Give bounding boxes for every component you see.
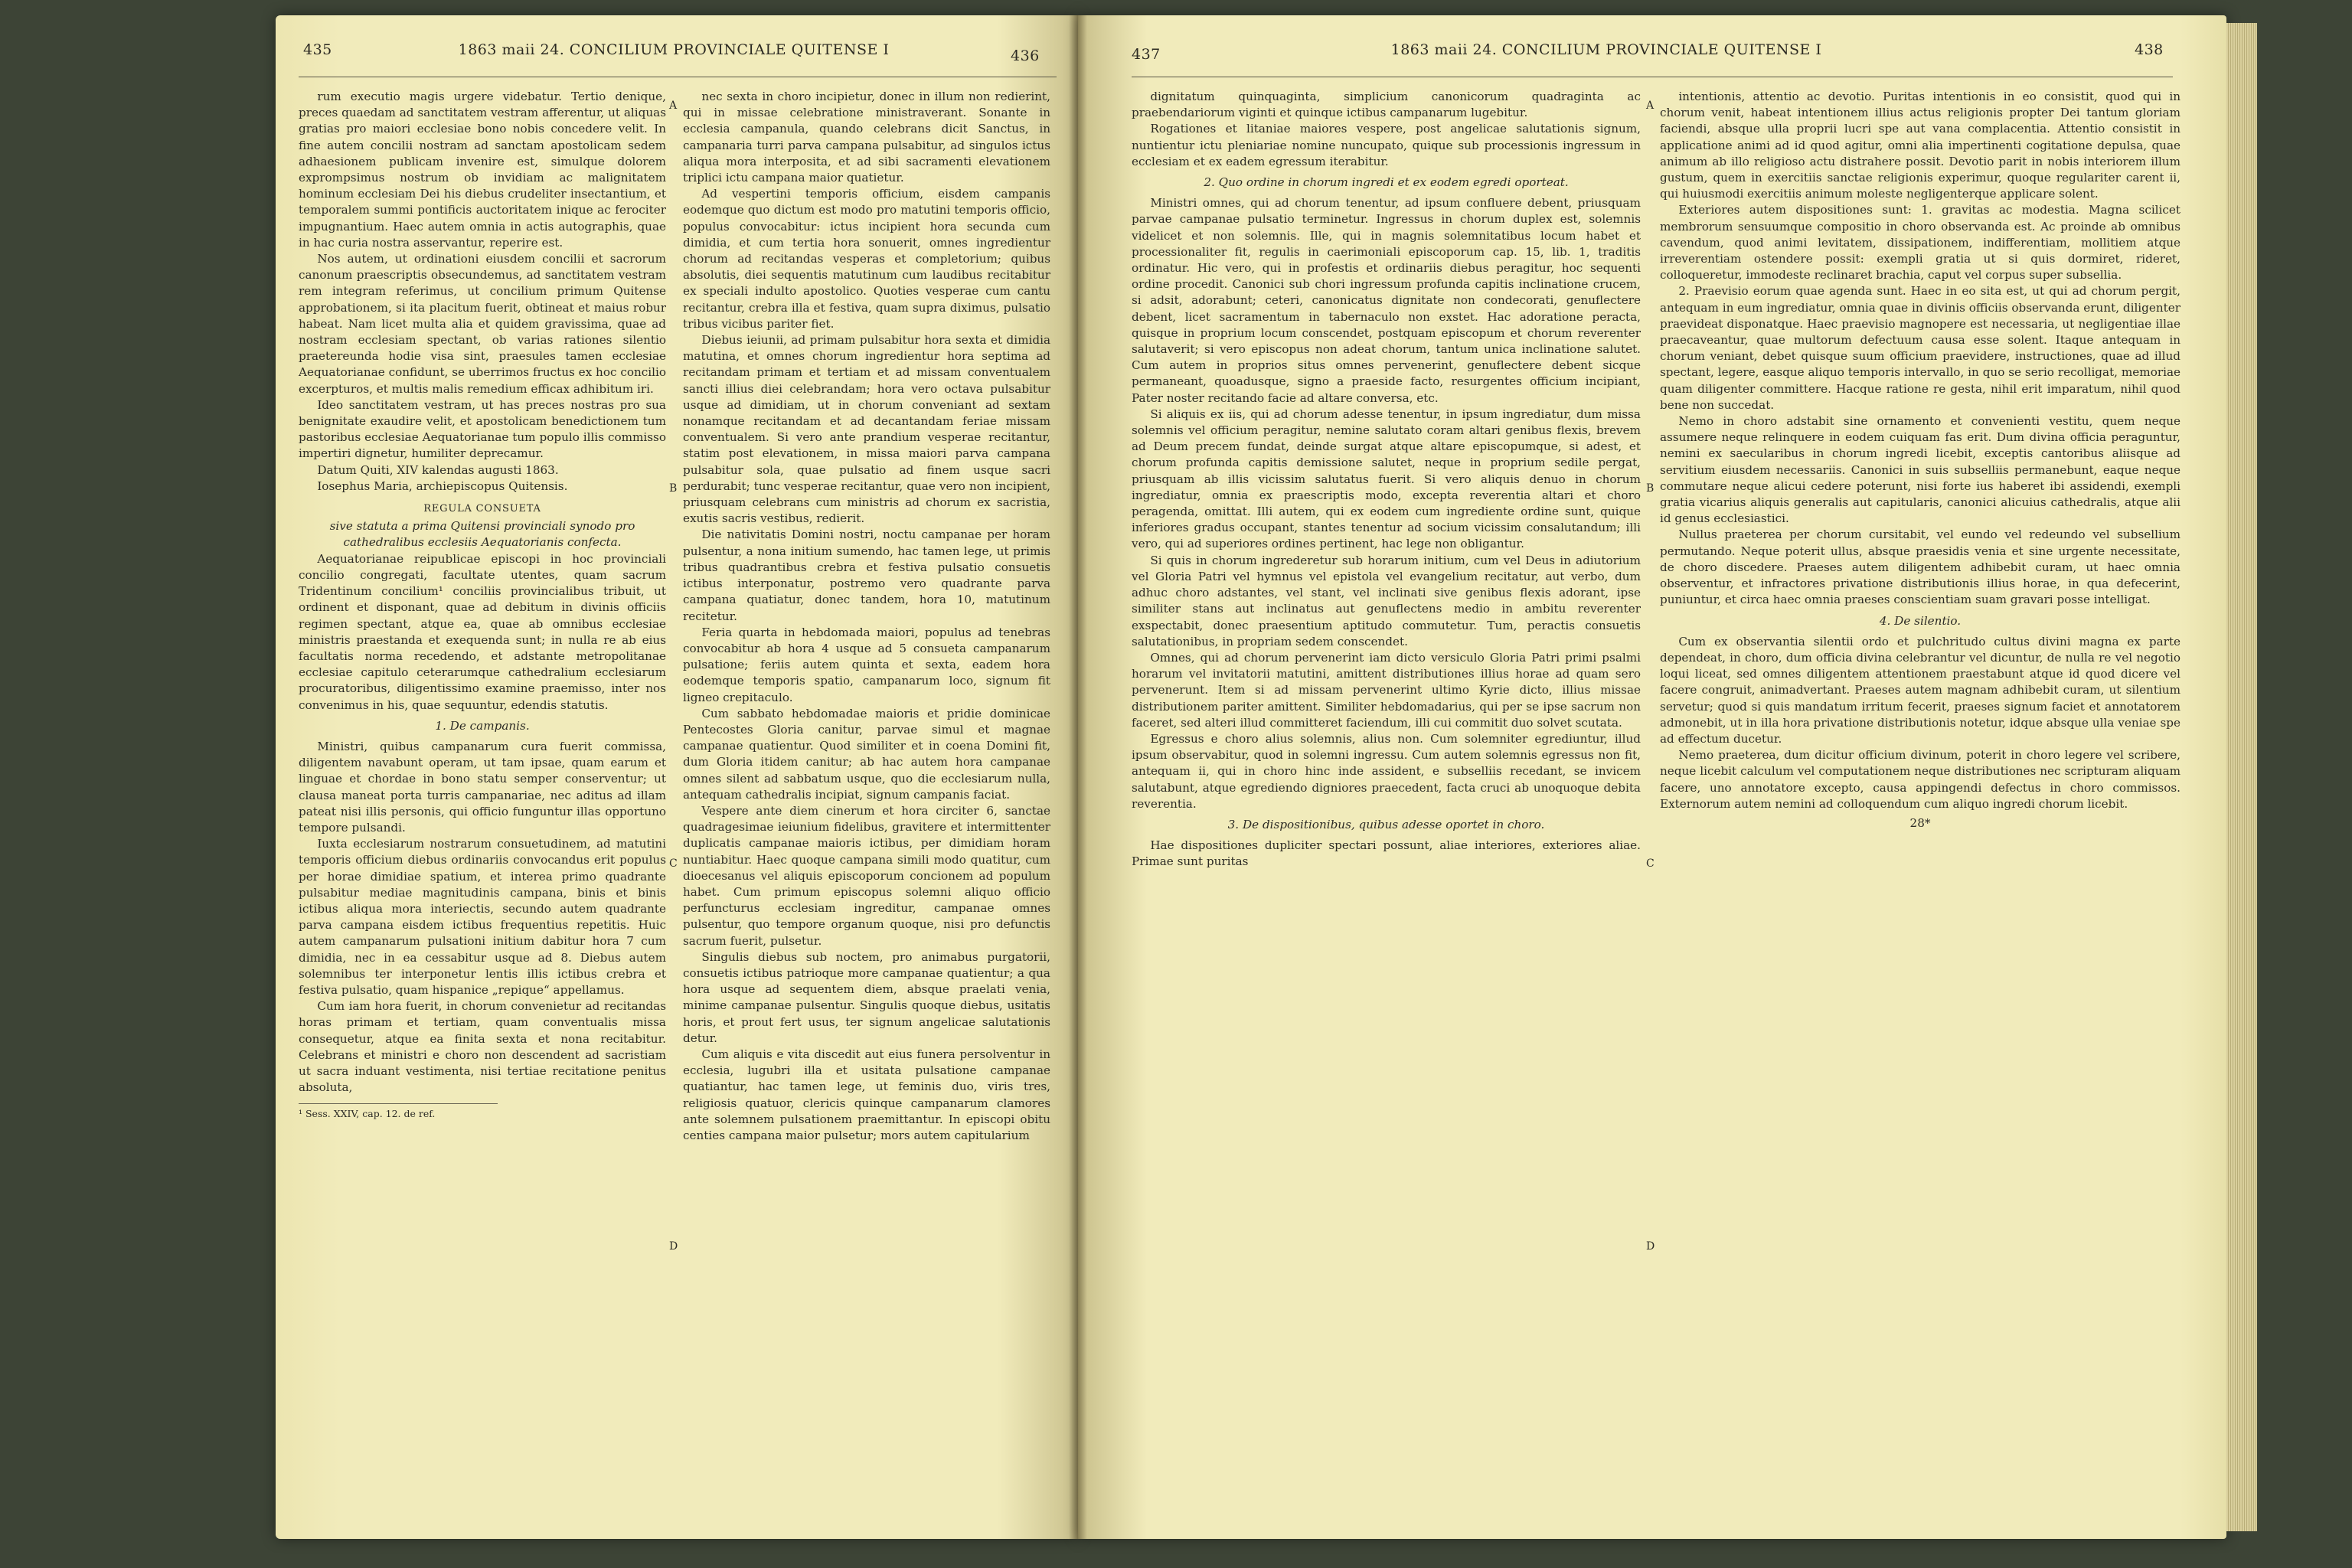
margin-marker-c: C xyxy=(1646,858,1655,870)
running-title-right: 1863 maii 24. CONCILIUM PROVINCIALE QUITENSE I xyxy=(1390,41,1822,58)
paragraph: Rogationes et litaniae maiores vespere, post angelicae salutationis signum, nuntientur ictu pleniariae nomine nuncupato, quique sub processionis ingressum in ecclesiam et ex eadem egressum iterabitur. xyxy=(1132,122,1641,168)
margin-marker-b: B xyxy=(669,482,678,495)
paragraph: Vespere ante diem cinerum et hora circiter 6, sanctae quadragesimae ieiunium fidelibus, gravitere et intermittenter duplicatis campanae maioris ictibus, per dimidiam horam nuntiabitur. Haec quoque campana simili modo quatitur, cum dioecesanus vel aliquis episcoporum concionem ad populum habet. Cum primum episcopus solemni aliquo officio perfuncturus ecclesiam ingreditur, campanae omnes pulsentur, quo tempore organum quoque, nisi pro defunctis sacrum fuerit, pulsetur. xyxy=(683,803,1050,948)
paragraph: Die nativitatis Domini nostri, noctu campanae per horam pulsentur, a nona initium sumendo, hac tamen lege, ut primis tribus quadrantibus crebra et festiva pulsatio consuetis ictibus interponatur, postremo vero quadrante parva campana quatiatur, donec tandem, hora 10, matutinum recitetur. xyxy=(683,528,1050,623)
paragraph: Cum iam hora fuerit, in chorum convenietur ad recitandas horas primam et tertiam, quam conventualis missa consequetur, atque ea finita sexta et nona recitabitur. Celebrans et ministri e choro non descendent ad sacristiam ut sacra induant vestimenta, nisi tertiae recitatione penitus absoluta, xyxy=(299,999,666,1095)
paragraph: Si aliquis ex iis, qui ad chorum adesse tenentur, in ipsum ingrediatur, dum missa solemnis vel officium peragitur, nemine salutato coram altari genibus flexis, brevem ad Deum precem fundat, deinde surgat atque altare episcopumque, si adest, et chorum profunda capitis demissione salutet, neque in proprium sedile pergat, priusquam ab illis vicissim salutatus fuerit. Si vero aliquis denuo in chorum ingrediatur, omnia ex praescriptis modo, excepta reverentia altari et choro peragenda, omittat. Illi autem, qui ex eodem cum ingrediente ordine sunt, quique inferiores gradus occupant, stantes tenentur ad socium vicissim consalutandum; illi vero, qui ad superiores ordines pertinent, hac lege non obligantur. xyxy=(1132,407,1641,551)
book-gutter xyxy=(1069,15,1087,1539)
signature-mark: 28* xyxy=(1909,815,1931,830)
paragraph: Ideo sanctitatem vestram, ut has preces nostras pro sua benignitate exaudire velit, et apostolicam benedictionem tum pastoribus ecclesiae Aequatorianae tum populo illis commisso impertiri dignetur, humiliter deprecamur. xyxy=(299,397,666,461)
paragraph: Singulis diebus sub noctem, pro animabus purgatorii, consuetis ictibus patrioque more campanae quatientur; a qua hora usque ad sequentem diem, absque praelati venia, minime campanae pulsentur. Singulis quoque diebus, usitatis horis, et prout fert usus, ter signum angelicae salutationis detur. xyxy=(683,949,1050,1045)
subsection-heading: 4. De silentio. xyxy=(1879,613,1962,628)
page-number-438: 438 xyxy=(2135,41,2164,58)
paragraph: Ad vespertini temporis officium, eisdem campanis eodemque quo dictum est modo pro matutini temporis officio, populus convocabitur: ictus incipient hora secunda cum dimidia, et cum tertia hora sonuerit, omnes ingredientur chorum ad recitandas vesperas et completorium; quibus absolutis, diei sequentis matutinum cum laudibus recitabitur ex speciali indulto apostolico. Quoties vesperae cum cantu recitantur, crebra illa et festiva, quam supra diximus, pulsatio tribus vicibus pariter fiet. xyxy=(683,187,1050,331)
footnote: ¹ Sess. XXIV, cap. 12. de ref. xyxy=(299,1103,498,1122)
running-title-left: 1863 maii 24. CONCILIUM PROVINCIALE QUITENSE I xyxy=(458,41,890,58)
right-page-column-2 xyxy=(1660,89,2180,835)
subsection-heading: 3. De dispositionibus, quibus adesse oportet in choro. xyxy=(1227,817,1545,831)
paragraph: Aequatorianae reipublicae episcopi in hoc provinciali concilio congregati, facultate utentes, quam sacrum Tridentinum concilium¹ conciliis provincialibus tribuit, ut ordinent et disponant, quae ad debitum in divinis officiis regimen spectant, atque ea, quae ab omnibus ecclesiae ministris praestanda et exequenda sunt; in nulla re ab eius facultatis norma recedendo, et adstante metropolitanae ecclesiae capitulo ceterarumque cathedralium ecclesiarum procuratoribus, diligentissimo examine praemisso, inter nos convenimus in his, quae sequuntur, edendis statutis. xyxy=(299,551,666,712)
right-page-header xyxy=(1078,41,2226,64)
margin-marker-a: A xyxy=(669,100,678,112)
margin-marker-d: D xyxy=(1646,1240,1655,1253)
left-page-column-1 xyxy=(299,89,666,1122)
paragraph: Cum sabbato hebdomadae maioris et pridie dominicae Pentecostes Gloria canitur, parvae simul et magnae campanae quatientur. Quod similiter et in coena Domini fit, dum Gloria itidem canitur; ab hac autem hora campanae omnes silent ad sabbatum usque, quo die ecclesiarum nulla, antequam cathedralis incipiat, signum campanis faciat. xyxy=(683,706,1050,802)
paragraph: Nemo praeterea, dum dicitur officium divinum, poterit in choro legere vel scribere, neque licebit calculum vel computationem neque distributiones nec scripturam aliquam facere, uno annotatore excepto, causa appingendi defectus in choro commissos. Externorum autem nemini ad colloquendum cum aliquo ingredi chorum licebit. xyxy=(1660,748,2180,811)
paragraph: Omnes, qui ad chorum pervenerint iam dicto versiculo Gloria Patri primi psalmi horarum vel invitatorii matutini, amittent distributiones illius horae ad quam sero pervenerunt. Item si ad missam pervenerint ultimo Kyrie dicto, illius missae distributionem pariter amittent. Similiter hebdomadarius, qui per se ipse sacrum non faceret, sed alteri illud committeret faciendum, illi cui commitit duo solvet scutata. xyxy=(1132,650,1641,730)
subsection-heading: 2. Quo ordine in chorum ingredi et ex eodem egredi oporteat. xyxy=(1204,175,1569,190)
margin-marker-c: C xyxy=(669,858,678,870)
margin-marker-a: A xyxy=(1646,100,1655,112)
right-page xyxy=(1078,15,2226,1539)
paragraph: nec sexta in choro incipietur, donec in illum non redierint, qui in missae celebratione ministraverant. Sonante in ecclesia campanula, quando celebrans dicit Sanctus, in campanaria turri parva campana pulsabitur, ad singulos ictus aliqua mora interposita, et ad sibi sacramenti elevationem triplici ictu campana maior quatietur. xyxy=(683,90,1050,185)
paragraph: Egressus e choro alius solemnis, alius non. Cum solemniter egrediuntur, illud ipsum observabitur, quod in solemni ingressu. Cum autem solemnis egressus non fit, antequam ii, qui in choro hinc inde assident, e subselliis recedant, se invicem salutabunt, atque egrediendo digniores praecedent, facta cruci ab unoquoque debita reverentia. xyxy=(1132,731,1641,811)
paragraph: Nos autem, ut ordinationi eiusdem concilii et sacrorum canonum praescriptis obsecundemus, ad sanctitatem vestram rem integram referimus, ut concilium primum Quitense approbationem, si ita placitum fuerit, obtineat et maius robur habeat. Nam licet multa alia et quidem gravissima, quae ad nostram ecclesiam spectant, ob varias rationes silentio praetereunda hodie visa sint, praesules tamen ecclesiae Aequatorianae confidunt, se uberrimos fructus ex hoc concilio excerpturos, et multis malis remedium efficax adhibitum iri. xyxy=(299,252,666,396)
page-number-437: 437 xyxy=(1132,46,1161,63)
left-page xyxy=(276,15,1078,1539)
paragraph: Cum aliquis e vita discedit aut eius funera persolventur in ecclesia, lugubri illa et usitata pulsatione campanae quatiantur, hac tamen lege, ut feminis duo, viris tres, religiosis quatuor, clericis quinque campanarum clamores ante solemnem pulsationem praemittantur. In episcopi obitu centies campana maior pulsetur; mors autem capitularium xyxy=(683,1047,1050,1142)
page-edges xyxy=(2226,23,2257,1531)
paragraph: 2. Praevisio eorum quae agenda sunt. Haec in eo sita est, ut qui ad chorum pergit, antequam in eum ingrediatur, omnia quae in divinis officiis observanda erunt, diligenter praevideat disponatque. Haec praevisio magnopere est necessaria, ut negligentiae illae praecaveantur, quae multorum defectuum causa esse solent. Itaque antequam in chorum veniant, debet quisque suum officium praevidere, instructiones, quae ad illud spectant, legere, easque aliquo temporis intervallo, in quo se serio recolligat, memoriae quam diligenter committere. Hacque ratione re gesta, nihil erit imparatum, nihil quod bene non succedat. xyxy=(1660,284,2181,412)
left-page-header xyxy=(276,41,1078,64)
page-number-435: 435 xyxy=(303,41,332,58)
paragraph: Iuxta ecclesiarum nostrarum consuetudinem, ad matutini temporis officium diebus ordinariis convocandus erit populus per horae dimidiae spatium, et interea primo quadrante pulsabitur mediae magnitudinis campana, binis et binis ictibus aliqua mora interiectis, secundo autem quadrante parva campana eisdem ictibus frequentius repetitis. Huic autem campanarum pulsationi initium dabitur hora 7 cum dimidia, nec in ea cessabitur usque ad 8. Diebus autem solemnibus ter interponetur lentis illis ictibus crebra et festiva pulsatio, quam hispanice „repique“ appellamus. xyxy=(299,837,666,997)
right-page-column-1 xyxy=(1132,89,1641,871)
paragraph: rum executio magis urgere videbatur. Tertio denique, preces quaedam ad sanctitatem vestram afferentur, ut aliquas gratias pro maiori ecclesiae bono nobis concedere velit. In fine autem concilii nostram ad sanctam apostolicam sedem adhaesionem publicam invenire est, simulque dolorem exprompsimus nostrum ob invidiam ac malignitatem hominum ecclesiam Dei his diebus crudeliter insectantium, et temporalem summi pontificis auctoritatem inique ac ferociter impugnantium. Haec autem omnia in actis autographis, quae in hac curia nostra asservantur, reperire est. xyxy=(299,90,666,250)
margin-marker-d: D xyxy=(669,1240,678,1253)
paragraph: Cum ex observantia silentii ordo et pulchritudo cultus divini magna ex parte dependeat, in choro, dum officia divina celebrantur vel dicuntur, de nulla re vel negotio loqui liceat, sed omnes diligentem attentionem praestabunt atque id quod dicere vel facere congruit, animadvertant. Praeses autem magnam adhibebit curam, ut silentium servetur; quod si quis mandatum irritum fecerit, praeses signum faciet et annotatorem admonebit, ut in illa hora privatione distributionis notetur, idque absque ulla veniae spe ad effectum ducetur. xyxy=(1660,634,2180,746)
paragraph: intentionis, attentio ac devotio. Puritas intentionis in eo consistit, quod qui in chorum venit, habeat intentionem illius actus religionis propter Dei tantum gloriam faciendi, absque ulla proprii lucri spe aut vana complacentia. Attentio consistit in applicatione animi ad id quod agitur, omni alia impertinenti cogitatione depulsa, quae animum ab illo religioso actu distrahere possit. Devotio parit in nobis interiorem illum gustum, quem in exercitiis sanctae religionis experimur, quoque regulariter carent ii, qui huiusmodi exercitiis animum moleste negligenterque applicare solent. xyxy=(1660,90,2180,201)
signature: Iosephus Maria, archiepiscopus Quitensis. xyxy=(317,479,568,493)
paragraph: Feria quarta in hebdomada maiori, populus ad tenebras convocabitur ab hora 4 usque ad 5 consueta campanarum pulsatione; feriis autem quinta et sexta, eadem hora eodemque temporis spatio, campanarum loco, signum fit ligneo crepitaculo. xyxy=(683,625,1050,704)
margin-marker-b: B xyxy=(1646,482,1655,495)
paragraph: Exteriores autem dispositiones sunt: 1. gravitas ac modestia. Magna scilicet membrorum sensuumque compositio in choro observanda est. Ac proinde ab omnibus cavendum, quod animi levitatem, dissipationem, indifferentiam, mollitiem atque irreverentiam ostendere possit: exempli gratia ut si quis dormiret, rideret, colloqueretur, immodeste reclinaret brachia, caput vel corpus super subsellia. xyxy=(1660,203,2180,283)
dateline: Datum Quiti, XIV kalendas augusti 1863. xyxy=(317,462,559,477)
paragraph: dignitatum quinquaginta, simplicium canonicorum quadraginta ac praebendariorum viginti et quinque ictibus campanarum lugebitur. xyxy=(1132,90,1641,120)
section-subtitle: sive statuta a prima Quitensi provinciali synodo pro cathedralibus ecclesiis Aequatorianis confecta. xyxy=(329,519,635,550)
paragraph: Ministri, quibus campanarum cura fuerit commissa, diligentem navabunt operam, ut tam ipsae, quam earum et linguae et chordae in bono statu semper conserventur; ut clausa maneat porta turris campanariae, nec aditus ad illam pateat nisi illis personis, qui officio funguntur illas opportuno tempore pulsandi. xyxy=(299,739,666,835)
paragraph: Ministri omnes, qui ad chorum tenentur, ad ipsum confluere debent, priusquam parvae campanae pulsatio terminetur. Ingressus in chorum duplex est, solemnis videlicet et non solemnis. Ille, qui in magnis solemnitatibus locum habet et processionaliter fit, regulis in caerimoniali episcoporum cap. 15, lib. 1, traditis ordinatur. Hic vero, qui in profestis et ordinariis diebus peragitur, hoc sequenti ordine procedit. Canonici sub chori ingressum profunda capitis inclinatione crucem, si adsit, adorabunt; ceteri, canonicatus dignitate non condecorati, genuflectere debent, licet sacramentum in tabernaculo non exstet. Hac adoratione peracta, quisque in proprium locum conscendet, postquam episcopum et chorum reverenter salutaverit; si vero episcopus non adeat chorum, tantum unica inclinatione salutet. Cum autem in proprios situs omnes pervenerint, genuflectere debent sicque permaneant, quoadusque, signo a praeside facto, resurgentes officium incipiant, Pater noster recitando facie ad altare conversa, etc. xyxy=(1132,196,1641,405)
left-page-column-2 xyxy=(683,89,1050,1144)
section-heading: REGULA CONSUETA xyxy=(423,503,541,515)
page-number-436: 436 xyxy=(1011,47,1040,64)
paragraph: Si quis in chorum ingrederetur sub horarum initium, cum vel Deus in adiutorium vel Gloria Patri vel hymnus vel epistola vel evangelium recitatur, aut verbo, dum adhuc choro adstantes, vel stant, vel inclinati sive genibus flexis adorant, ipse similiter stans aut inclinatus aut genuflectens medio in ambitu reverenter exspectabit, donec praesentium aptitudo commutetur. Tum, peractis consuetis salutationibus, in propriam sedem conscendet. xyxy=(1132,553,1641,648)
paragraph: Nemo in choro adstabit sine ornamento et convenienti vestitu, quem neque assumere neque relinquere in eodem cuiquam fas erit. Dum divina officia peraguntur, nemini ex saecularibus in chorum ingredi licebit, exceptis cantoribus aliisque ad servitium eiusdem necessariis. Canonici in suis subselliis permanebunt, eaque neque commutare neque alicui cedere poterunt, nisi forte ius haberet ibi assidendi, exempli gratia vicarius aliquis generalis aut capitularis, canonici alicuius cathedralis, atque alii id genus ecclesiastici. xyxy=(1660,414,2180,526)
paragraph: Nullus praeterea per chorum cursitabit, vel eundo vel redeundo vel subsellium permutando. Neque poterit ullus, absque praesidis venia et sine urgente necessitate, de choro discedere. Praeses autem diligentem adhibebit curam, ut haec omnia observentur, et infractores privatione distributionis illius horae, in qua defecerint, puniuntur, et circa haec omnia praeses conscientiam suam gravari posse intelligat. xyxy=(1660,528,2180,607)
paragraph: Hae dispositiones dupliciter spectari possunt, aliae interiores, exteriores aliae. Primae sunt puritas xyxy=(1132,838,1641,869)
subsection-heading: 1. De campanis. xyxy=(435,718,530,733)
paragraph: Diebus ieiunii, ad primam pulsabitur hora sexta et dimidia matutina, et omnes chorum ingredientur hora septima ad recitandam primam et tertiam et ad missam conventualem sancti illius diei celebrandam; hora vero octava pulsabitur usque ad dimidiam, ut in chorum conveniant ad sextam nonamque recitandam et ad decantandam feriae missam conventualem. Si vero ante prandium vesperae recitantur, statim post elevationem, in missa maiori parva campana pulsabitur sola, quae pulsatio ad finem usque sacri perdurabit; tunc vesperae recitantur, quae vero non incipient, priusquam celebrans cum ministris ad chorum ex sacristia, exutis sacris vestibus, redierit. xyxy=(683,333,1050,526)
